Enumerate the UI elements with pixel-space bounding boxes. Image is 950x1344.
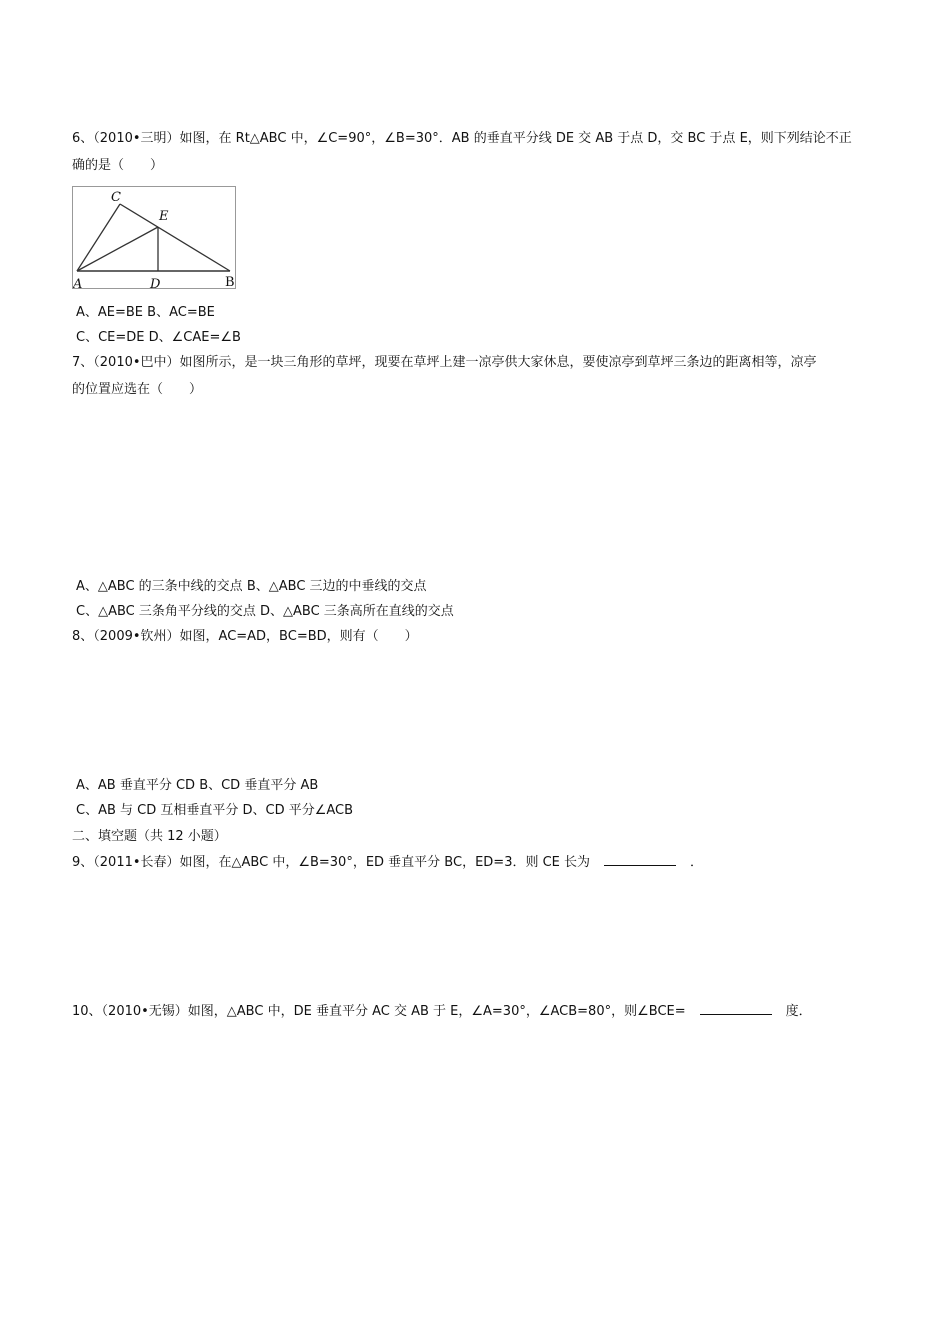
q6-triangle-diagram (73, 187, 237, 290)
q6-options-line1: A、AE=BE B、AC=BE (76, 305, 215, 320)
q10-suffix: 度． (785, 1004, 812, 1019)
label-d: D (150, 277, 161, 290)
label-a: A (73, 277, 83, 290)
q7-options-line1: A、△ABC 的三条中线的交点 B、△ABC 三边的中垂线的交点 (76, 579, 427, 594)
label-e: E (159, 209, 169, 224)
q8-options-line2: C、AB 与 CD 互相垂直平分 D、CD 平分∠ACB (76, 803, 354, 818)
q6-stem-line1: 6、（2010•三明）如图，在 Rt△ABC 中，∠C=90°，∠B=30°．AB 的垂直平分线 DE 交 AB 于点 D，交 BC 于点 E，则下列结论不正 (72, 131, 852, 146)
q9-text: 9、（2011•长春）如图，在△ABC 中，∠B=30°，ED 垂直平分 BC，ED=3．则 CE 长为 (72, 855, 591, 870)
q9-stem (72, 853, 703, 872)
q10-stem (72, 1002, 812, 1021)
q8-stem: 8、（2009•钦州）如图，AC=AD，BC=BD，则有（ ） (72, 629, 418, 644)
q8-options-line1: A、AB 垂直平分 CD B、CD 垂直平分 AB (76, 778, 319, 793)
q10-answer-blank[interactable] (700, 1002, 772, 1015)
label-b: B (225, 275, 235, 290)
q7-stem-line2: 的位置应选在（ ） (72, 382, 203, 397)
segment-ae (77, 227, 158, 271)
q9-answer-blank[interactable] (604, 853, 676, 866)
q10-text: 10、（2010•无锡）如图，△ABC 中，DE 垂直平分 AC 交 AB 于 E，∠A=30°，∠ACB=80°，则∠BCE= (72, 1004, 686, 1019)
side-ac (77, 204, 120, 271)
q6-options-line2: C、CE=DE D、∠CAE=∠B (76, 330, 241, 345)
q9-suffix: ． (690, 855, 704, 870)
q7-options-line2: C、△ABC 三条角平分线的交点 D、△ABC 三条高所在直线的交点 (76, 604, 454, 619)
q7-stem-line1: 7、（2010•巴中）如图所示，是一块三角形的草坪，现要在草坪上建一凉亭供大家休息，要使凉亭到草坪三条边的距离相等，凉亭 (72, 355, 817, 370)
q6-stem-line2: 确的是（ ） (72, 158, 164, 173)
section-title-fill-in: 二、填空题（共 12 小题） (72, 829, 227, 844)
q6-triangle-figure (72, 186, 236, 289)
label-c: C (111, 190, 121, 205)
side-cb (120, 204, 230, 271)
